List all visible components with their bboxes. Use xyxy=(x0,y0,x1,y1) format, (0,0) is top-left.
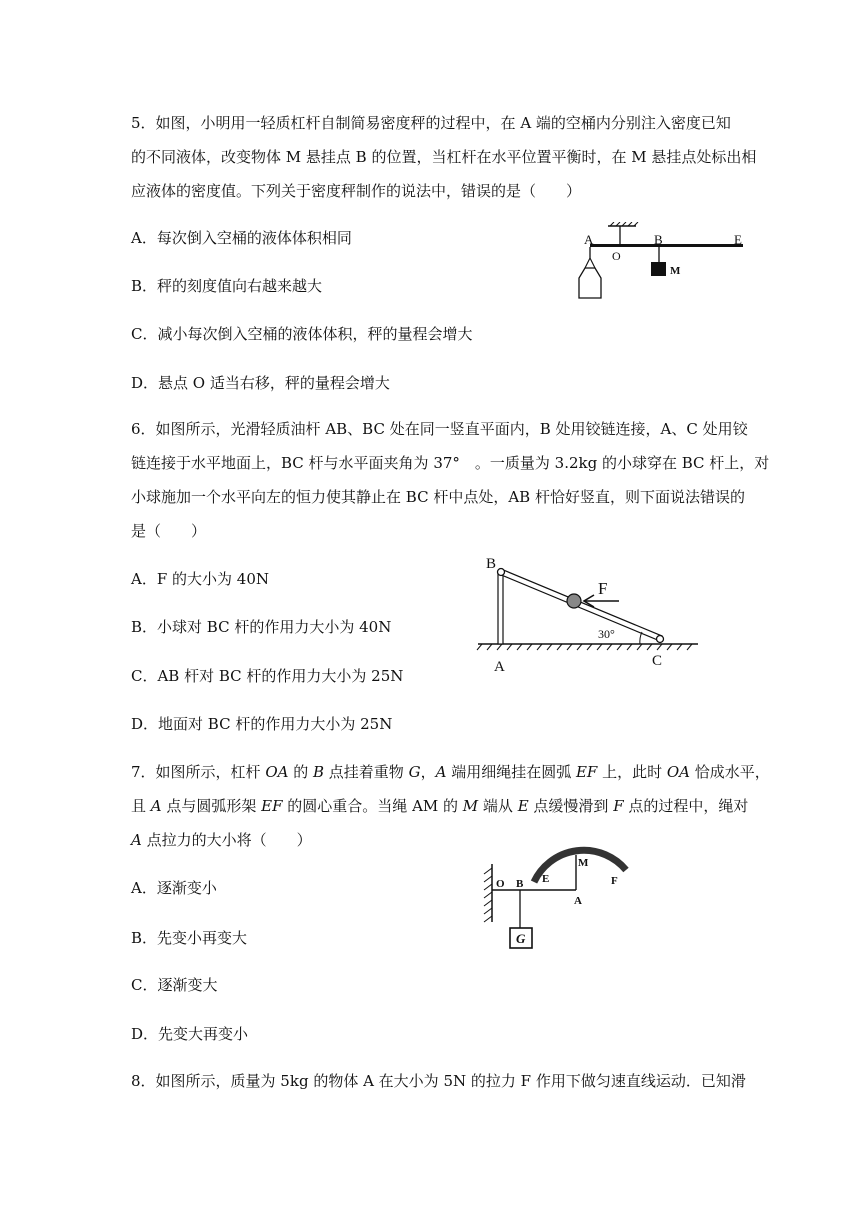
q5-option-c: C．减小每次倒入空桶的液体体积，秤的量程会增大 xyxy=(131,325,473,343)
label-g: G xyxy=(516,931,526,946)
label-o: O xyxy=(496,878,505,890)
mass-block-m xyxy=(651,262,666,276)
q5-density-scale-figure xyxy=(570,222,750,304)
q7-option-b: B．先变小再变大 xyxy=(131,929,248,947)
q7-option-a: A．逐渐变小 xyxy=(131,879,217,897)
label-b: B xyxy=(486,556,497,572)
q7-line-3: A 点拉力的大小将（ ） xyxy=(131,831,312,849)
q6-line-4: 是（ ） xyxy=(131,522,207,540)
q7-option-d: D．先变大再变小 xyxy=(131,1025,249,1043)
label-m: M xyxy=(670,265,681,277)
q5-line-1: 5．如图，小明用一轻质杠杆自制简易密度秤的过程中，在 A 端的空桶内分别注入密度已知 xyxy=(131,114,731,132)
q5-line-3: 应液体的密度值。下列关于密度秤制作的说法中，错误的是（ ） xyxy=(131,182,582,200)
label-m: M xyxy=(578,857,589,869)
q6-option-d: D．地面对 BC 杆的作用力大小为 25N xyxy=(131,715,393,733)
label-b: B xyxy=(516,878,524,890)
q6-option-a: A．F 的大小为 40N xyxy=(131,570,269,588)
label-e: E xyxy=(542,873,550,885)
angle-label: 30° xyxy=(598,627,615,641)
label-c: C xyxy=(652,653,663,669)
ball xyxy=(567,594,581,608)
q6-line-1: 6．如图所示，光滑轻质油杆 AB、BC 处在同一竖直平面内，B 处用铰链连接，A、C 处用铰 xyxy=(131,420,748,438)
q5-option-b: B．秤的刻度值向右越来越大 xyxy=(131,277,323,295)
label-a: A xyxy=(584,232,594,247)
label-e: E xyxy=(734,232,742,247)
label-a: A xyxy=(574,895,582,907)
label-b: B xyxy=(654,232,663,247)
q7-line-2: 且 A 点与圆弧形架 EF 的圆心重合。当绳 AM 的 M 端从 E 点缓慢滑到 F 点的过程中，绳对 xyxy=(131,797,749,815)
q7-lever-arc-figure xyxy=(480,842,660,954)
q6-option-c: C．AB 杆对 BC 杆的作用力大小为 25N xyxy=(131,667,404,685)
q8-line-1: 8．如图所示，质量为 5kg 的物体 A 在大小为 5N 的拉力 F 作用下做匀速直线运动．已知滑 xyxy=(131,1072,746,1090)
q5-option-d: D．悬点 O 适当右移，秤的量程会增大 xyxy=(131,374,390,392)
q5-option-a: A．每次倒入空桶的液体体积相同 xyxy=(131,229,352,247)
label-f: F xyxy=(611,875,618,887)
q6-line-3: 小球施加一个水平向左的恒力使其静止在 BC 杆中点处，AB 杆恰好竖直，则下面说法错误的 xyxy=(131,488,745,506)
label-a: A xyxy=(494,659,505,675)
q7-option-c: C．逐渐变大 xyxy=(131,976,218,994)
label-o: O xyxy=(612,249,621,263)
q5-line-2: 的不同液体，改变物体 M 悬挂点 B 的位置，当杠杆在水平位置平衡时，在 M 悬挂点处标出相 xyxy=(131,148,757,166)
q6-option-b: B．小球对 BC 杆的作用力大小为 40N xyxy=(131,618,392,636)
q6-rod-figure xyxy=(474,550,704,678)
q7-line-1: 7．如图所示，杠杆 OA 的 B 点挂着重物 G，A 端用细绳挂在圆弧 EF 上，此时 OA 恰成水平， xyxy=(131,763,770,781)
label-f: F xyxy=(598,579,608,598)
q6-line-2: 链连接于水平地面上，BC 杆与水平面夹角为 37° 。一质量为 3.2kg 的小球穿在 BC 杆上，对 xyxy=(131,454,770,472)
